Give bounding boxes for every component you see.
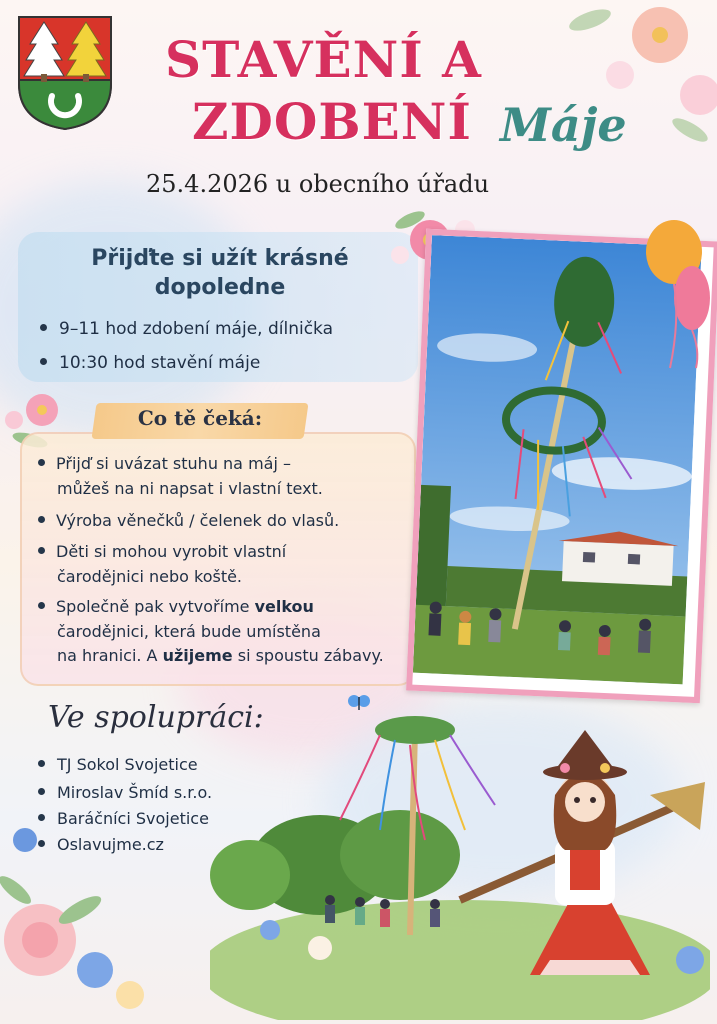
schedule-item [40,316,333,342]
activity-text: Přijď si uvázat stuhu na máj – [56,454,291,473]
activity-text: na hranici. A [57,646,163,665]
schedule-text: 9–11 hod zdobení máje, dílnička [59,319,334,339]
activity-item [38,509,408,534]
schedule-item [40,350,260,376]
title-script: Máje [500,98,627,152]
partners-heading: Ve spolupráci: [48,700,264,735]
activity-text: můžeš na ni napsat i vlastní text. [57,478,323,498]
activities-heading: Co tě čeká: [137,406,263,430]
flower-decoration [0,720,170,1020]
title-line-2: ZDOBENÍ [192,92,472,151]
partner-name: Baráčníci Svojetice [57,809,209,828]
partner-name: Oslavujme.cz [57,835,164,854]
activity-text: čarodějnici nebo koště. [57,566,243,586]
bullet-icon [40,358,47,365]
activity-text: Společně pak vytvoříme [56,597,255,616]
bullet-icon [38,602,45,609]
bullet-icon [38,516,45,523]
balloon-icon [640,220,712,370]
bullet-icon [38,547,45,554]
activity-emphasis: velkou [254,597,314,616]
partner-name: Miroslav Šmíd s.r.o. [57,783,213,802]
intro-heading: Přijďte si užít krásné dopoledne [91,246,349,300]
activity-text: Výroba věnečků / čelenek do vlasů. [56,511,340,530]
partner-name: TJ Sokol Svojetice [57,755,198,774]
activity-text: si spoustu zábavy. [232,646,384,665]
coat-of-arms-icon [16,14,114,132]
maypole-illustration [210,690,710,1020]
activity-emphasis: užijeme [162,646,233,665]
activity-item [38,595,408,669]
activity-text: Děti si mohou vyrobit vlastní [56,542,287,561]
activity-item [38,452,408,501]
bullet-icon [40,324,47,331]
bullet-icon [38,459,45,466]
title-line-1: STAVĚNÍ A [165,30,482,89]
event-date: 25.4.2026 u obecního úřadu [146,170,490,198]
activity-text: čarodějnici, která bude umístěna [57,621,321,641]
schedule-text: 10:30 hod stavění máje [59,353,261,373]
activity-item [38,540,408,589]
